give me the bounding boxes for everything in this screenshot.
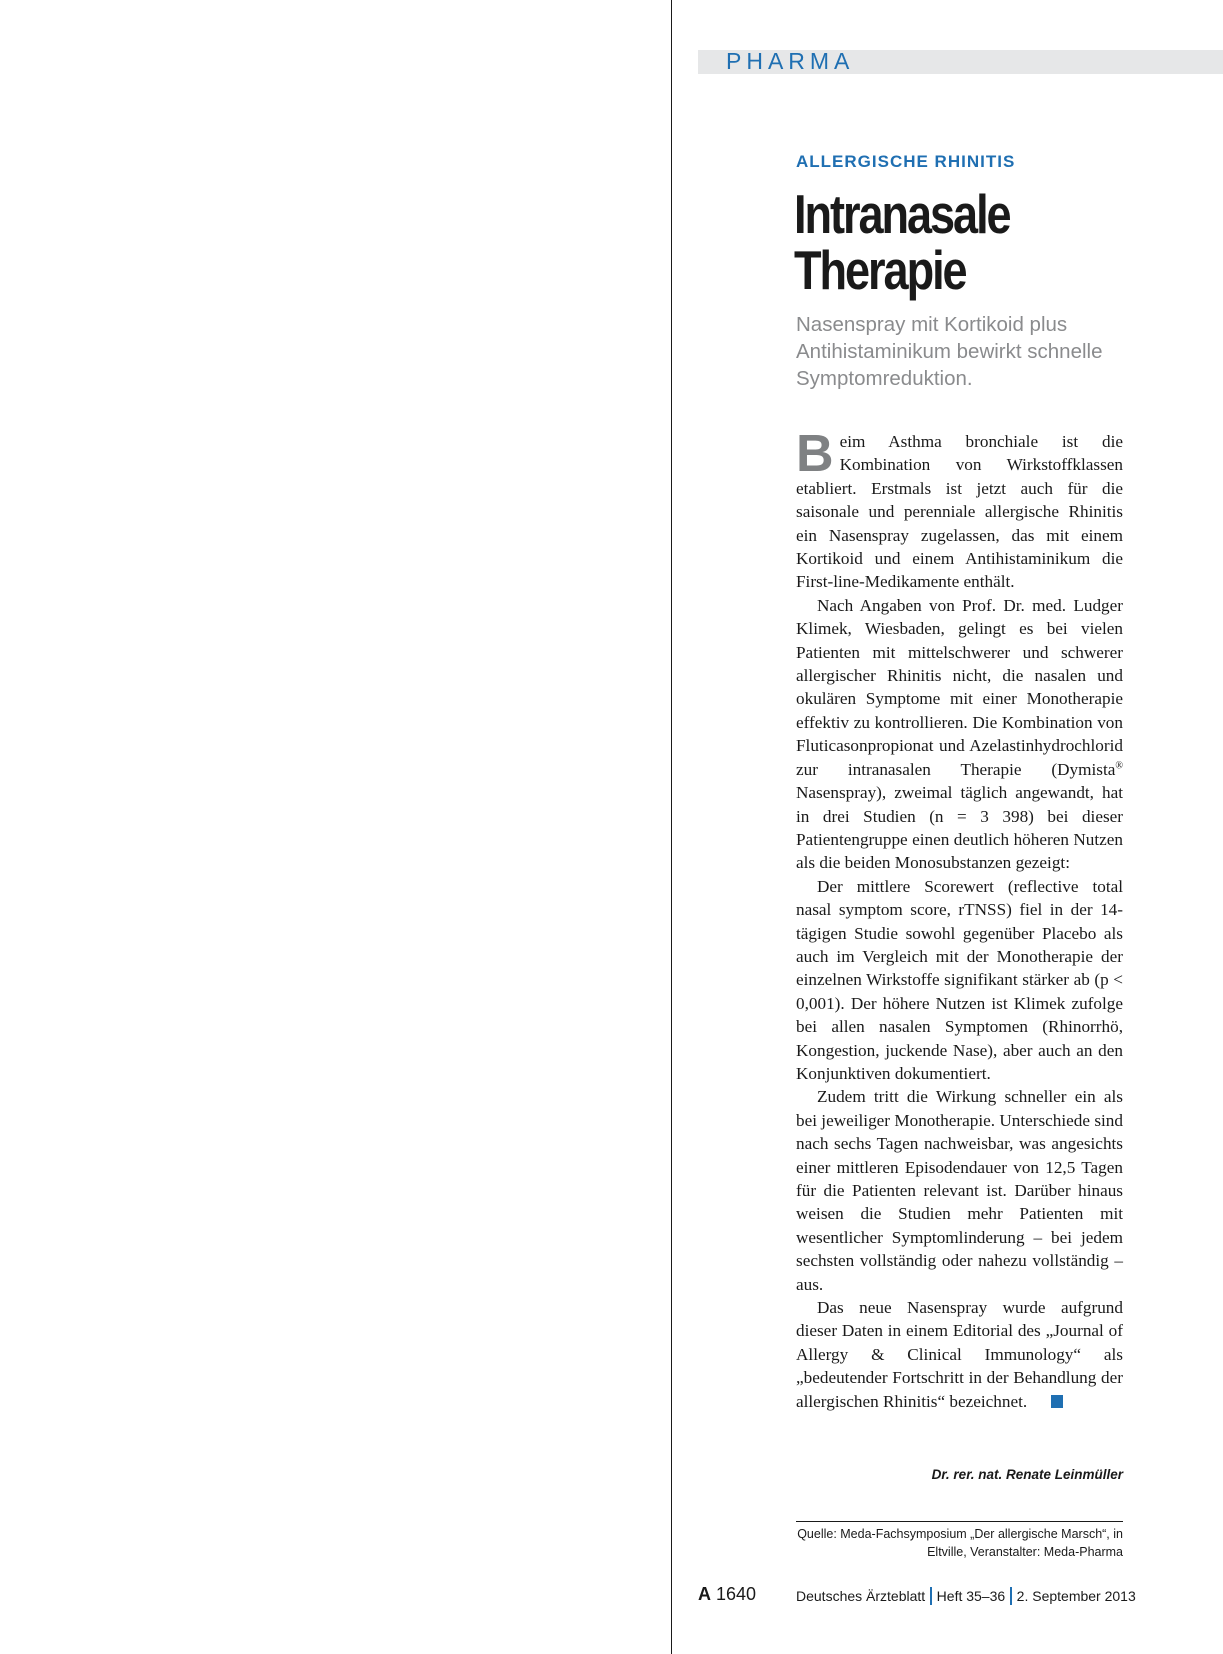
paragraph: Der mittlere Scorewert (reflective total nasal symptom score, rTNSS) fiel in der 14-tägigen Studie sowohl gegenüber Placebo als auch im Vergleich mit der Monotherapie der einzelnen Wirkstoffe signifikant stärker ab (p < 0,001). Der höhere Nutzen ist Klimek zufolge bei allen nasalen Symptomen (Rhinorrhö, Kongestion, juckende Nase), aber auch an den Konjunktiven dokumentiert.	[796, 876, 1123, 1083]
source-divider	[796, 1521, 1123, 1522]
journal-issue: Heft 35–36	[936, 1588, 1006, 1604]
dropcap: B	[796, 425, 834, 483]
registered-mark: ®	[1115, 759, 1123, 771]
section-label: PHARMA	[726, 48, 855, 74]
headline-line-1: Intranasale	[794, 183, 1010, 245]
journal-footer	[796, 1587, 1136, 1605]
column-divider	[671, 0, 672, 1654]
paragraph: Das neue Nasenspray wurde aufgrund dieser Daten in einem Editorial des „Journal of Allergy & Clinical Immunology“ als „bedeutender Fortschritt in der Behandlung der allergischen Rhinitis“ bezeichnet.	[796, 1298, 1123, 1411]
article-body	[796, 425, 1123, 1413]
end-of-article-mark	[1051, 1395, 1063, 1408]
article-author: Dr. rer. nat. Renate Leinmüller	[931, 1467, 1123, 1482]
paragraph: Beim Asthma bronchiale ist die Kombination von Wirkstoffklassen etabliert. Erstmals ist jetzt auch für die saisonale und perenniale allergische Rhinitis ein Nasenspray zugelassen, das mit einem Kortikoid und einem Antihistaminikum die First-line-Medikamente enthält.	[796, 425, 1123, 592]
paragraph: Nach Angaben von Prof. Dr. med. Ludger Klimek, Wiesbaden, gelingt es bei vielen Patienten mit mittelschwerer und schwerer allergischer Rhinitis nicht, die nasalen und okulären Symptome mit einer Monotherapie effektiv zu kontrollieren. Die Kombination von Fluticasonpropionat und Azelastinhydrochlorid zur intranasalen Therapie (Dymista® Nasenspray), zweimal täglich angewandt, hat in drei Studien (n = 3 398) bei dieser Patientengruppe einen deutlich höheren Nutzen als die beiden Monosubstanzen gezeigt:	[796, 595, 1123, 873]
article-headline	[794, 183, 1122, 301]
article-subhead: Nasenspray mit Kortikoid plus Antihistaminikum bewirkt schnelle Symptomreduktion.	[796, 313, 1103, 390]
article-source: Quelle: Meda-Fachsymposium „Der allergische Marsch“, in Eltville, Veranstalter: Meda-Pharma	[797, 1527, 1123, 1559]
article-kicker: ALLERGISCHE RHINITIS	[796, 152, 1016, 171]
page-number-value: 1640	[716, 1584, 757, 1604]
footer-separator	[1010, 1587, 1012, 1605]
paragraph: Zudem tritt die Wirkung schneller ein als bei jeweiliger Monotherapie. Unterschiede sind nach sechs Tagen nachweisbar, was angesichts einer mittleren Episodendauer von 12,5 Tagen für die Patienten relevant ist. Darüber hinaus weisen die Studien mehr Patienten mit wesentlicher Symptomlinderung – bei jedem sechsten vollständig oder nahezu vollständig – aus.	[796, 1087, 1123, 1294]
page-number	[698, 1584, 756, 1605]
page-letter: A	[698, 1584, 711, 1604]
headline-line-2: Therapie	[794, 239, 966, 301]
footer-separator	[930, 1587, 932, 1605]
journal-name: Deutsches Ärzteblatt	[796, 1588, 926, 1604]
journal-date: 2. September 2013	[1016, 1588, 1136, 1604]
